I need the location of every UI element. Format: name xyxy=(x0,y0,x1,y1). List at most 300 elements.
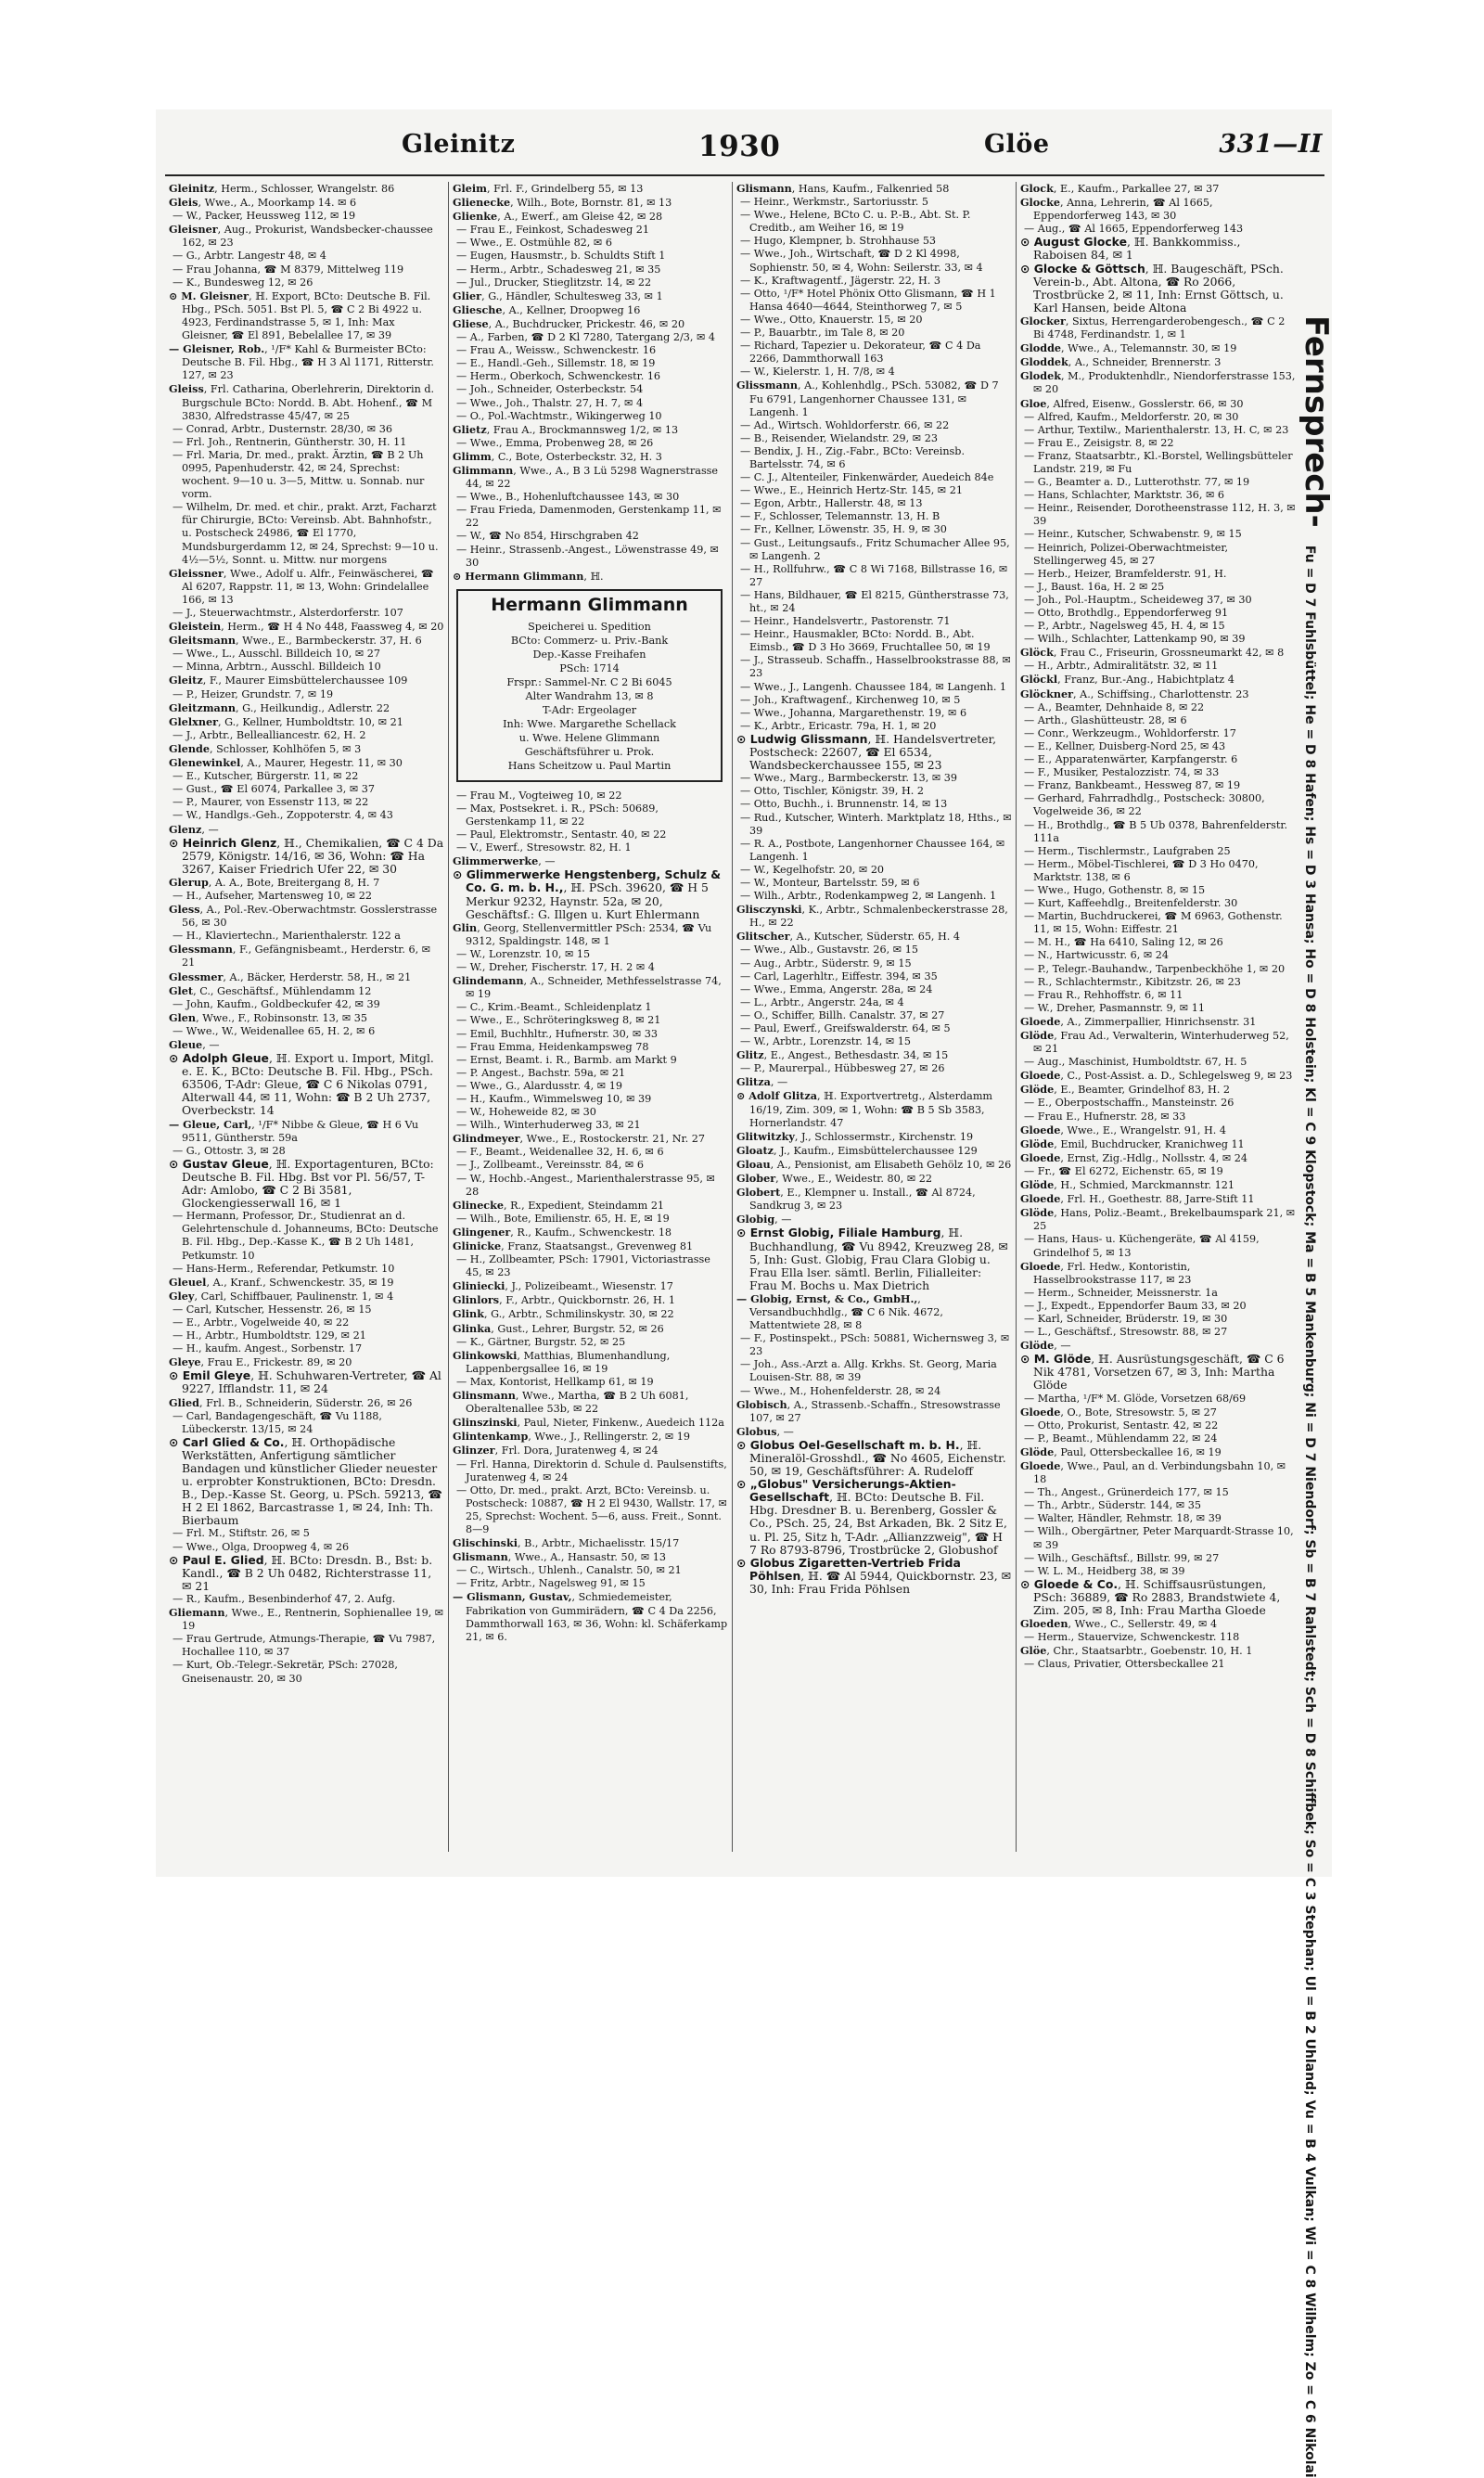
directory-entry: Glöde, E., Beamter, Grindelhof 83, H. 2 xyxy=(1020,1083,1231,1097)
entry-details: Gust., Lehrer, Burgstr. 52, ✉ 26 xyxy=(497,1322,664,1335)
directory-sub-entry: — W., Hoheweide 82, ✉ 30 xyxy=(456,1106,596,1119)
entry-details: ℍ. xyxy=(590,570,604,583)
entry-details: Frau Ad., Verwalterin, Winterhuderweg 52, ✉ 21 xyxy=(1033,1030,1289,1056)
entry-name: ⊙ Ludwig Glissmann xyxy=(736,731,868,746)
header-rule xyxy=(165,174,1324,176)
directory-sub-entry: — Wwe., E., Schröteringksweg 8, ✉ 21 xyxy=(456,1014,661,1027)
entry-name: Gloede xyxy=(1020,1150,1061,1164)
directory-sub-entry: — Wwe., Otto, Knauerstr. 15, ✉ 20 xyxy=(740,313,923,326)
directory-sub-entry: — Eugen, Hausmstr., b. Schuldts Stift 1 xyxy=(456,250,666,263)
entry-name: Gleinitz xyxy=(169,182,215,195)
directory-entry: Glocke, Anna, Lehrerin, ☎ Al 1665, Eppendorferweg 143, ✉ 30 xyxy=(1020,196,1213,223)
entry-name: ⊙ Glimmerwerke Hengstenberg, Schulz & Co. G. m. b. H., xyxy=(453,867,722,895)
entry-name: Glinszinski xyxy=(453,1416,518,1430)
advertisement-title: Hermann Glimmann xyxy=(491,594,688,615)
entry-name: Gleitz xyxy=(169,674,203,687)
column-1 xyxy=(165,182,449,1852)
directory-entry: Glober, Wwe., E., Weidestr. 80, ✉ 22 xyxy=(736,1172,932,1186)
entry-name: ⊙ Ernst Globig, Filiale Hamburg xyxy=(736,1226,941,1240)
entry-name: Glinkowski xyxy=(453,1348,518,1362)
directory-sub-entry: — Wilh., Bote, Emilienstr. 65, H. E, ✉ 19 xyxy=(456,1212,670,1225)
directory-entry: Glöckl, Franz, Bur.-Ang., Habichtplatz 4 xyxy=(1020,673,1235,687)
directory-sub-entry: — J., Baust. 16a, H. 2 ✉ 25 xyxy=(1024,580,1165,593)
entry-name: ⊙ August Glocke xyxy=(1020,235,1127,250)
advertisement-line: Geschäftsführer u. Prok. xyxy=(524,745,655,758)
entry-details: K., Arbtr., Schmalenbeckerstrasse 28, H., ✉ 22 xyxy=(749,904,1008,930)
directory-entry: Glessmann, F., Gefängnisbeamt., Herderstr. 6, ✉ 21 xyxy=(169,943,431,969)
business-entry: ⊙ Carl Glied & Co., ℍ. Orthopädische Werkstätten, Anfertigung sämtlicher Bandagen und künstlicher Glieder neuester u. erprobter Konstruktionen, BCto: Dresdn. B., Dep.-Kasse St. Georg, u. PSch. 59213, ☎ H 2 El 1862, Barcastrasse 1, ✉ 24, Inh: Th. Bierbaum xyxy=(169,1434,442,1528)
page-header xyxy=(156,130,1332,167)
entry-name: Glöckner xyxy=(1020,687,1073,700)
directory-sub-entry: — Wwe., Alb., Gustavstr. 26, ✉ 15 xyxy=(740,944,918,957)
directory-entry: Glinlors, F., Arbtr., Quickbornstr. 26, H. 1 xyxy=(453,1293,676,1307)
directory-entry: Gleuel, A., Kranf., Schwenckestr. 35, ✉ 19 xyxy=(169,1275,394,1289)
directory-sub-entry: — W., Kegelhofstr. 20, ✉ 20 xyxy=(740,863,885,876)
entry-name: Glier xyxy=(453,289,482,302)
directory-sub-entry: — G., Beamter a. D., Lutterothstr. 77, ✉ 19 xyxy=(1024,476,1250,489)
entry-details: Wwe., Paul, an d. Verbindungsbahn 10, ✉ 18 xyxy=(1033,1460,1286,1486)
entry-details: Emil, Buchdrucker, Kranichweg 11 xyxy=(1060,1137,1245,1150)
entry-name: Glischinski xyxy=(453,1536,518,1550)
directory-entry: — Globig, Ernst, & Co., GmbH.,, Versandbuchhdlg., ☎ C 6 Nik. 4672, Mattentwiete 28, ✉ 8 xyxy=(736,1291,943,1332)
directory-sub-entry: — Kurt, Ob.-Telegr.-Sekretär, PSch: 27028, Gneisenaustr. 20, ✉ 30 xyxy=(173,1659,398,1685)
directory-entry: — Gleisner, Rob., ¹/F* Kahl & Burmeister BCto: Deutsche B. Fil. Hbg., ☎ H 3 Al 1171, Ritterstr. 127, ✉ 23 xyxy=(169,342,434,382)
entry-name: Glock xyxy=(1020,182,1054,195)
directory-sub-entry: — Frau Gertrude, Atmungs-Therapie, ☎ Vu 7987, Hochallee 110, ✉ 37 xyxy=(173,1633,436,1659)
directory-sub-entry: — Aug., ☎ Al 1665, Eppendorferweg 143 xyxy=(1024,223,1244,236)
directory-sub-entry: — H., kaufm. Angest., Sorbenstr. 17 xyxy=(173,1342,363,1355)
directory-sub-entry: — Wwe., Helene, BCto C. u. P.-B., Abt. St. P. Creditb., am Weiher 16, ✉ 19 xyxy=(740,209,971,235)
directory-entry: Glitwitzky, J., Schlossermstr., Kirchenstr. 19 xyxy=(736,1129,974,1143)
directory-sub-entry: — Wwe., E., Heinrich Hertz-Str. 145, ✉ 21 xyxy=(740,484,963,497)
entry-details: A., Bäcker, Herderstr. 58, H., ✉ 21 xyxy=(229,970,412,983)
entry-details: G., Heilkundig., Adlerstr. 22 xyxy=(242,701,390,714)
directory-sub-entry: — Hermann, Professor, Dr., Studienrat an d. Gelehrtenschule d. Johanneums, BCto: Deutsche B. Fil. Hbg., Dep.-Kasse K., ☎ B 2 Uh 1481, Petkumstr. 10 xyxy=(173,1210,439,1262)
directory-sub-entry: — P., Bauarbtr., im Tale 8, ✉ 20 xyxy=(740,327,905,340)
directory-sub-entry: — Carl, Bandagengeschäft, ☎ Vu 1188, Lübeckerstr. 13/15, ✉ 24 xyxy=(173,1409,382,1435)
directory-sub-entry: — Wilhelm, Dr. med. et chir., prakt. Arzt, Facharzt für Chirurgie, BCto: Vereinsb. Abt. Bahnhofstr., u. Postscheck 24986, ☎ El 1770, Mundsburgerdamm 12, ✉ 24, Sprechst: 9—10 u. 4½—5½, Sonnt. u. Mittw. nur morgens xyxy=(173,501,439,566)
entry-details: Frl. Dora, Juratenweg 4, ✉ 24 xyxy=(501,1444,659,1457)
directory-entry: Glimmann, Wwe., A., B 3 Lü 5298 Wagnerstrasse 44, ✉ 22 xyxy=(453,463,719,491)
directory-sub-entry: — Paul, Elektromstr., Sentastr. 40, ✉ 22 xyxy=(456,828,667,841)
entry-name: Gless xyxy=(169,903,200,917)
business-entry: ⊙ Gloede & Co., ℍ. Schiffsausrüstungen, PSch: 36889, ☎ Ro 2883, Brandstwiete 4, Zim. 205, ✉ 8, Inh: Frau Martha Gloede xyxy=(1020,1576,1281,1618)
directory-sub-entry: — Hans, Haus- u. Küchengeräte, ☎ Al 4159, Grindelhof 5, ✉ 13 xyxy=(1024,1233,1260,1259)
directory-sub-entry: — F., Beamt., Weidenallee 32, H. 6, ✉ 6 xyxy=(456,1146,664,1159)
directory-entry: Gloede, Frl. H., Goethestr. 88, Jarre-Stift 11 xyxy=(1020,1192,1255,1206)
entry-details: Matthias, Blumenhandlung, Lappenbergsallee 16, ✉ 19 xyxy=(466,1349,671,1375)
directory-sub-entry: — Otto, Prokurist, Sentastr. 42, ✉ 22 xyxy=(1024,1419,1219,1432)
entry-name: ⊙ Gustav Gleue xyxy=(169,1156,269,1171)
directory-sub-entry: — E., Oberpostschaffn., Mansteinstr. 26 xyxy=(1024,1097,1235,1110)
entry-name: Glöde xyxy=(1020,1083,1055,1097)
advertisement-line: Hans Scheitzow u. Paul Martin xyxy=(507,759,672,772)
entry-name: Gley xyxy=(169,1289,195,1303)
directory-sub-entry: — W., Packer, Heussweg 112, ✉ 19 xyxy=(173,210,356,223)
entry-name: ⊙ Gloede & Co. xyxy=(1020,1576,1119,1591)
entry-name: ⊙ Globus Zigaretten-Vertrieb Frida Pöhlsen xyxy=(736,1555,961,1583)
entry-details: F., Gefängnisbeamt., Herderstr. 6, ✉ 21 xyxy=(182,944,431,969)
directory-sub-entry: — Martin, Buchdruckerei, ☎ M 6963, Gothenstr. 11, ✉ 15, Wohn: Eiffestr. 21 xyxy=(1024,910,1283,936)
directory-sub-entry: — J., Strasseub. Schaffn., Hasselbrookstrasse 88, ✉ 23 xyxy=(740,654,1011,680)
entry-name: Gloede xyxy=(1020,1014,1061,1028)
directory-entry: Gloe, Alfred, Eisenw., Gosslerstr. 66, ✉ 30 xyxy=(1020,396,1244,410)
entry-details: E., Angest., Bethesdastr. 34, ✉ 15 xyxy=(770,1049,949,1062)
entry-name: Glinsmann xyxy=(453,1389,516,1403)
directory-sub-entry: — Wilh., Geschäftsf., Billstr. 99, ✉ 27 xyxy=(1024,1551,1220,1564)
entry-name: Gloede xyxy=(1020,1069,1061,1083)
directory-sub-entry: — J., Arbtr., Bellealliancestr. 62, H. 2 xyxy=(173,728,366,741)
directory-sub-entry: — Wwe., Johanna, Margarethenstr. 19, ✉ 6 xyxy=(740,706,967,719)
directory-entry: Gloatz, J., Kaufm., Eimsbüttelerchaussee 129 xyxy=(736,1143,978,1157)
entry-details: Wwe., F., Robinsonstr. 13, ✉ 35 xyxy=(202,1011,368,1024)
directory-entry: Glöde, — xyxy=(1020,1339,1071,1353)
directory-sub-entry: — Hugo, Klempner, b. Strohhause 53 xyxy=(740,235,937,248)
directory-sub-entry: — Herb., Heizer, Bramfelderstr. 91, H. xyxy=(1024,567,1227,580)
directory-sub-entry: — Wwe., Emma, Angerstr. 28a, ✉ 24 xyxy=(740,982,933,995)
directory-entry: Glöe, Chr., Staatsarbtr., Goebenstr. 10, H. 1 xyxy=(1020,1644,1253,1658)
directory-sub-entry: — Hans-Herm., Referendar, Petkumstr. 10 xyxy=(173,1262,395,1275)
entry-name: — Glismann, Gustav, xyxy=(453,1590,572,1604)
directory-entry: Glende, Schlosser, Kohlhöfen 5, ✉ 3 xyxy=(169,741,362,755)
entry-details: ℍ. Export u. Import, Mitgl. e. E. K., BCto: Deutsche B. Fil. Hbg., PSch. 63506, T-Adr: Gleue, ☎ C 6 Nikolas 0791, Alterwall 44, ✉ 11, Wohn: ☎ B 2 Uh 2737, Overbeckstr. 14 xyxy=(182,1051,434,1118)
entry-name: Glöde xyxy=(1020,1178,1055,1192)
directory-entry: Glitscher, A., Kutscher, Süderstr. 65, H. 4 xyxy=(736,930,961,944)
column-3 xyxy=(733,182,1017,1852)
business-entry: ⊙ Glimmerwerke Hengstenberg, Schulz & Co. G. m. b. H.,, ℍ. PSch. 39620, ☎ H 5 Merkur 9232, Haynstr. 52a, ✉ 20, Geschäftsf.: G. Illgen u. Kurt Ehlermann xyxy=(453,867,722,921)
directory-sub-entry: — Paul, Ewerf., Greifswalderstr. 64, ✉ 5 xyxy=(740,1022,951,1034)
directory-entry: Glitz, E., Angest., Bethesdastr. 34, ✉ 15 xyxy=(736,1048,949,1062)
entry-name: Glitwitzky xyxy=(736,1129,795,1143)
entry-name: Gleissner xyxy=(169,566,224,580)
directory-sub-entry: — Frau Frieda, Damenmoden, Gerstenkamp 11, ✉ 22 xyxy=(456,504,722,530)
directory-entry: Glöck, Frau C., Friseurin, Grossneumarkt 42, ✉ 8 xyxy=(1020,646,1285,660)
entry-details: ℍ. Bankkommiss., Raboisen 84, ✉ 1 xyxy=(1033,235,1241,263)
directory-entry: ⊙ M. Gleisner, ℍ. Export, BCto: Deutsche B. Fil. Hbg., PSch. 5051. Bst Pl. 5, ☎ C 2 Bi 4922 u. 4923, Ferdinandstrasse 5, ✉ 1, Inh: Max Gleisner, ☎ El 891, Bebelallee 17, ✉ 39 xyxy=(169,289,431,342)
advertisement-line: Frspr.: Sammel-Nr. C 2 Bi 6045 xyxy=(506,675,672,688)
directory-sub-entry: — H., Klaviertechn., Marienthalerstr. 122 a xyxy=(173,930,401,943)
advertisement-box xyxy=(456,589,723,782)
directory-sub-entry: — Ernst, Beamt. i. R., Barmb. am Markt 9 xyxy=(456,1053,677,1066)
directory-sub-entry: — C., Krim.-Beamt., Schleidenplatz 1 xyxy=(456,1001,652,1014)
directory-entry: Glin, Georg, Stellenvermittler PSch: 2534, ☎ Vu 9312, Spaldingstr. 148, ✉ 1 xyxy=(453,920,712,947)
entry-details: ℍ. Schiffsausrüstungen, PSch: 36889, ☎ Ro 2883, Brandstwiete 4, Zim. 205, ✉ 8, Inh: Frau Martha Gloede xyxy=(1033,1576,1281,1618)
directory-sub-entry: — Max, Postsekret. i. R., PSch: 50689, Gerstenkamp 11, ✉ 22 xyxy=(456,802,659,828)
entry-details: ℍ. Baugeschäft, PSch. Verein-b., Abt. Altona, ☎ Ro 2066, Trostbrücke 2, ✉ 11, Inh: Ernst Göttsch, u. Karl Hansen, beide Altona xyxy=(1033,261,1284,315)
directory-entry: Glinsmann, Wwe., Martha, ☎ B 2 Uh 6081, Oberaltenallee 53b, ✉ 22 xyxy=(453,1389,689,1416)
directory-entry: Gleitzmann, G., Heilkundig., Adlerstr. 22 xyxy=(169,700,390,714)
directory-entry: Glenewinkel, A., Maurer, Hegestr. 11, ✉ 30 xyxy=(169,756,403,770)
directory-sub-entry: — Herm., Oberkoch, Schwenckestr. 16 xyxy=(456,370,661,383)
directory-sub-entry: — J., Expedt., Eppendorfer Baum 33, ✉ 20 xyxy=(1024,1299,1247,1312)
directory-sub-entry: — V., Ewerf., Stresowstr. 82, H. 1 xyxy=(456,841,632,854)
entry-details: ℍ. PSch. 39620, ☎ H 5 Merkur 9232, Haynstr. 52a, ✉ 20, Geschäftsf.: G. Illgen u. Kurt Ehlermann xyxy=(466,880,709,921)
directory-sub-entry: — Frau R., Rehhoffstr. 6, ✉ 11 xyxy=(1024,988,1183,1001)
directory-entry: ⊙ Hermann Glimmann, ℍ. xyxy=(453,569,604,583)
directory-sub-entry: — Carl, Kutscher, Hessenstr. 26, ✉ 15 xyxy=(173,1303,372,1316)
entry-name: Glinzer xyxy=(453,1444,495,1457)
directory-entry: Glinicke, Franz, Staatsangst., Grevenweg 81 xyxy=(453,1239,694,1252)
directory-sub-entry: — Martha, ¹/F* M. Glöde, Vorsetzen 68/69 xyxy=(1024,1392,1247,1405)
entry-name: — Gleue, Carl, xyxy=(169,1117,252,1131)
directory-entry: Gliniecki, J., Polizeibeamt., Wiesenstr. 17 xyxy=(453,1279,673,1293)
entry-name: Globisch xyxy=(736,1397,787,1411)
directory-entry: Globig, — xyxy=(736,1213,792,1226)
directory-sub-entry: — Wwe., J., Langenh. Chaussee 184, ✉ Langenh. 1 xyxy=(740,680,1007,693)
directory-sub-entry: — Richard, Tapezier u. Dekorateur, ☎ C 4 Da 2266, Dammthorwall 163 xyxy=(740,340,981,366)
directory-sub-entry: — Aug., Arbtr., Süderstr. 9, ✉ 15 xyxy=(740,957,912,969)
directory-sub-entry: — Frl. Maria, Dr. med., prakt. Ärztin, ☎ B 2 Uh 0995, Papenhuderstr. 42, ✉ 24, Sprechst: wochent. 9—10 u. 3—5, Mittw. u. Sonnab. nur vorm. xyxy=(173,448,425,501)
entry-details: G., Arbtr., Schmilinskystr. 30, ✉ 22 xyxy=(491,1308,674,1321)
directory-sub-entry: — F., Musiker, Pestalozzistr. 74, ✉ 33 xyxy=(1024,766,1220,779)
directory-sub-entry: — W. L. M., Heidberg 38, ✉ 39 xyxy=(1024,1564,1185,1577)
entry-details: Wilh., Bote, Bornstr. 81, ✉ 13 xyxy=(517,197,672,210)
business-entry: ⊙ M. Glöde, ℍ. Ausrüstungsgeschäft, ☎ C 6 Nik 4781, Vorsetzen 67, ✉ 3, Inh: Martha Glöde xyxy=(1020,1352,1285,1393)
directory-entry: — Glismann, Gustav,, Schmiedemeister, Fabrikation von Gummirädern, ☎ C 4 Da 2256, Dammthorwall 163, ✉ 36, Wohn: kl. Schäferkamp 21, ✉ 6. xyxy=(453,1590,728,1643)
directory-sub-entry: — J., Zollbeamt., Vereinsstr. 84, ✉ 6 xyxy=(456,1159,644,1172)
advertisement-line: u. Wwe. Helene Glimmann xyxy=(518,731,660,744)
entry-name: ⊙ Paul E. Glied xyxy=(169,1552,264,1567)
entry-details: R., Expedient, Steindamm 21 xyxy=(510,1199,665,1212)
directory-entry: Glenz, — xyxy=(169,822,219,836)
directory-entry: Glisczynski, K., Arbtr., Schmalenbeckerstrasse 28, H., ✉ 22 xyxy=(736,903,1008,930)
entry-details: Wwe., E., Wrangelstr. 91, H. 4 xyxy=(1067,1123,1227,1136)
directory-entry: Glen, Wwe., F., Robinsonstr. 13, ✉ 35 xyxy=(169,1010,368,1024)
entry-name: Glissmann xyxy=(736,379,799,392)
entry-details: Versandbuchhdlg., ☎ C 6 Nik. 4672, Mattentwiete 28, ✉ 8 xyxy=(749,1305,943,1332)
advertisement-line: PSch: 1714 xyxy=(559,661,620,674)
entry-details: ℍ., Chemikalien, ☎ C 4 Da 2579, Königstr. 14/16, ✉ 36, Wohn: ☎ Ha 3267, Kaiser Friedrich Ufer 22, ✉ 30 xyxy=(182,835,444,876)
entry-name: ⊙ Glocke & Göttsch xyxy=(1020,261,1145,276)
directory-sub-entry: — Jul., Drucker, Stieglitzstr. 14, ✉ 22 xyxy=(456,276,652,289)
header-last-name: Glöe xyxy=(984,130,1050,159)
entry-name: Glöde xyxy=(1020,1206,1055,1220)
directory-entry: Gloede, O., Bote, Stresowstr. 5, ✉ 27 xyxy=(1020,1405,1217,1419)
advertisement-line: Dep.-Kasse Freihafen xyxy=(532,648,646,661)
directory-sub-entry: — Wwe., E. Ostmühle 82, ✉ 6 xyxy=(456,237,612,250)
directory-sub-entry: — Th., Arbtr., Süderstr. 144, ✉ 35 xyxy=(1024,1499,1202,1512)
directory-sub-entry: — E., Handl.-Geh., Sillemstr. 18, ✉ 19 xyxy=(456,357,656,370)
entry-details: Ernst, Zig.-Hdlg., Nollsstr. 4, ✉ 24 xyxy=(1067,1151,1247,1164)
entry-details: — xyxy=(208,823,219,836)
entry-name: Glingener xyxy=(453,1225,511,1239)
directory-entry: Glismann, Hans, Kaufm., Falkenried 58 xyxy=(736,182,950,195)
entry-details: Wwe., A., Hansastr. 50, ✉ 13 xyxy=(514,1551,666,1564)
entry-details: F., Maurer Eimsbüttelerchaussee 109 xyxy=(209,674,408,687)
entry-name: ⊙ Hermann Glimmann xyxy=(453,569,584,583)
entry-name: Gloatz xyxy=(736,1143,774,1157)
directory-sub-entry: — Conr., Werkzeugm., Wohldorferstr. 17 xyxy=(1024,726,1236,739)
directory-entry: Glitza, — xyxy=(736,1075,788,1089)
entry-details: Schmiedemeister, Fabrikation von Gummirädern, ☎ C 4 Da 2256, Dammthorwall 163, ✉ 36, Wohn: kl. Schäferkamp 21, ✉ 6. xyxy=(466,1591,728,1643)
directory-sub-entry: — P., Beamt., Mühlendamm 22, ✉ 24 xyxy=(1024,1432,1218,1444)
entry-name: Glinicke xyxy=(453,1239,502,1252)
directory-entry: Gloede, Frl. Hedw., Kontoristin, Hasselbrookstrasse 117, ✉ 23 xyxy=(1020,1259,1192,1286)
directory-sub-entry: — Max, Kontorist, Hellkamp 61, ✉ 19 xyxy=(456,1375,654,1388)
directory-sub-entry: — L., Geschäftsf., Stresowstr. 88, ✉ 27 xyxy=(1024,1326,1228,1339)
entry-name: Gleiss xyxy=(169,382,204,396)
directory-sub-entry: — Joh., Ass.-Arzt a. Allg. Krkhs. St. Georg, Maria Louisen-Str. 88, ✉ 39 xyxy=(740,1358,997,1384)
business-entry: ⊙ August Glocke, ℍ. Bankkommiss., Raboisen 84, ✉ 1 xyxy=(1020,235,1241,263)
directory-sub-entry: — O., Pol.-Wachtmstr., Wikingerweg 10 xyxy=(456,409,662,422)
entry-name: Gliese xyxy=(453,316,489,330)
directory-sub-entry: — P., Heizer, Grundstr. 7, ✉ 19 xyxy=(173,687,334,700)
entry-details: A., Buchdrucker, Prickestr. 46, ✉ 20 xyxy=(494,317,685,330)
directory-entry: Glinzer, Frl. Dora, Juratenweg 4, ✉ 24 xyxy=(453,1444,659,1457)
entry-details: Frau A., Brockmannsweg 1/2, ✉ 13 xyxy=(493,423,679,436)
entry-name: Glismann xyxy=(453,1550,508,1564)
entry-name: — Gleisner, Rob. xyxy=(169,342,265,356)
directory-entry: Gloede, A., Zimmerpallier, Hinrichsenstr. 31 xyxy=(1020,1014,1257,1028)
entry-details: O., Bote, Stresowstr. 5, ✉ 27 xyxy=(1067,1406,1217,1419)
entry-name: Glimm xyxy=(453,449,492,463)
directory-sub-entry: — W., Handlgs.-Geh., Zoppoterstr. 4, ✉ 43 xyxy=(173,809,393,822)
directory-sub-entry: — P., Arbtr., Nagelsweg 45, H. 4, ✉ 15 xyxy=(1024,620,1225,633)
directory-entry: Gleisner, Aug., Prokurist, Wandsbecker-chaussee 162, ✉ 23 xyxy=(169,223,433,250)
entry-name: Glöde xyxy=(1020,1444,1055,1458)
directory-sub-entry: — B., Reisender, Wielandstr. 29, ✉ 23 xyxy=(740,431,938,444)
entry-name: Glin xyxy=(453,920,478,934)
entry-name: — Globig, Ernst, & Co., GmbH., xyxy=(736,1291,918,1305)
directory-sub-entry: — C. J., Altenteiler, Finkenwärder, Auedeich 84e xyxy=(740,471,994,484)
header-first-name: Gleinitz xyxy=(402,130,516,159)
entry-details: A., Strassenb.-Schaffn., Stresowstrasse 107, ✉ 27 xyxy=(749,1398,1001,1424)
directory-entry: Globus, — xyxy=(736,1424,794,1438)
entry-details: Hans, Poliz.-Beamt., Brekelbaumspark 21, ✉ 25 xyxy=(1033,1207,1296,1233)
entry-name: Glöde xyxy=(1020,1339,1055,1353)
entry-name: Gliesche xyxy=(453,302,503,316)
directory-entry: Glintenkamp, Wwe., J., Rellingerstr. 2, ✉ 19 xyxy=(453,1430,691,1444)
entry-details: Wwe., A., B 3 Lü 5298 Wagnerstrasse 44, ✉ 22 xyxy=(466,464,719,491)
directory-sub-entry: — Otto, Buchh., i. Brunnenstr. 14, ✉ 13 xyxy=(740,798,948,811)
telephone-sidebar xyxy=(1294,315,1335,2478)
directory-entry: Glietz, Frau A., Brockmannsweg 1/2, ✉ 13 xyxy=(453,422,679,436)
entry-name: Gloddek xyxy=(1020,355,1068,369)
directory-sub-entry: — L., Arbtr., Angerstr. 24a, ✉ 4 xyxy=(740,995,904,1008)
entry-details: ℍ. ☎ Al 5944, Quickbornstr. 23, ✉ 30, Inh: Frau Frida Pöhlsen xyxy=(749,1568,1012,1596)
entry-name: Glinecke xyxy=(453,1198,504,1212)
entry-name: Gloeden xyxy=(1020,1617,1068,1631)
directory-sub-entry: — Fr., ☎ El 6272, Eichenstr. 65, ✉ 19 xyxy=(1024,1164,1223,1177)
entry-name: Gloau xyxy=(736,1157,771,1171)
directory-sub-entry: — Heinr., Hausmakler, BCto: Nordd. B., Abt. Eimsb., ☎ D 3 Ho 3669, Fruchtallee 50, ✉ 19 xyxy=(740,628,991,654)
directory-sub-entry: — Wwe., M., Hohenfelderstr. 28, ✉ 24 xyxy=(740,1384,941,1397)
directory-sub-entry: — Fritz, Arbtr., Nagelsweg 91, ✉ 15 xyxy=(456,1577,646,1590)
entry-details: A., Kutscher, Süderstr. 65, H. 4 xyxy=(796,931,961,944)
directory-sub-entry: — K., Arbtr., Ericastr. 79a, H. 1, ✉ 20 xyxy=(740,719,937,732)
directory-sub-entry: — W., Dreher, Fischerstr. 17, H. 2 ✉ 4 xyxy=(456,961,655,974)
column-4 xyxy=(1017,182,1300,1852)
entry-details: J., Schlossermstr., Kirchenstr. 19 xyxy=(801,1130,974,1143)
entry-details: Franz, Bur.-Ang., Habichtplatz 4 xyxy=(1064,674,1235,687)
directory-sub-entry: — Frau Johanna, ☎ M 8379, Mittelweg 119 xyxy=(173,263,404,276)
entry-details: Frl. Catharina, Oberlehrerin, Direktorin d. Burgschule BCto: Nordd. B. Abt. Hohenf., ☎ M 3830, Alfredstrasse 45/47, ✉ 25 xyxy=(182,383,435,422)
directory-entry: Glinkowski, Matthias, Blumenhandlung, Lappenbergsallee 16, ✉ 19 xyxy=(453,1348,671,1375)
entry-name: Glitscher xyxy=(736,930,790,944)
entry-details: B., Arbtr., Michaelisstr. 15/17 xyxy=(524,1537,680,1550)
directory-sub-entry: — Wwe., W., Weidenallee 65, H. 2, ✉ 6 xyxy=(173,1024,376,1037)
directory-entry: Glimmerwerke, — xyxy=(453,854,556,868)
directory-entry: Glocker, Sixtus, Herrengarderobengesch., ☎ C 2 Bi 4748, Ferdinandstr. 1, ✉ 1 xyxy=(1020,314,1286,341)
directory-sub-entry: — J., Steuerwachtmstr., Alsterdorferstr. 107 xyxy=(173,607,403,619)
directory-sub-entry: — W., Arbtr., Lorenzstr. 14, ✉ 15 xyxy=(740,1035,912,1048)
entry-name: Glodde xyxy=(1020,341,1062,355)
entry-details: A., Kranf., Schwenckestr. 35, ✉ 19 xyxy=(212,1276,394,1289)
directory-sub-entry: — Otto, Dr. med., prakt. Arzt, BCto: Vereinsb. u. Postscheck: 10887, ☎ H 2 El 9430, Wallstr. 17, ✉ 25, Sprechst: Wochent. 5—6, auss. Freit., Sonnt. 8—9 xyxy=(456,1483,727,1535)
directory-entry: Gleis, Wwe., A., Moorkamp 14. ✉ 6 xyxy=(169,196,357,210)
entry-details: ℍ. Exportvertretg., Alsterdamm 16/19, Zim. 309, ✉ 1, Wohn: ☎ B 5 Sb 3583, Hornerlandstr. 47 xyxy=(749,1090,993,1129)
entry-details: ℍ. Handelsvertreter, Postscheck: 22607, ☎ El 6534, Wandsbeckerchaussee 155, ✉ 23 xyxy=(749,731,997,773)
entry-name: Glocke xyxy=(1020,196,1060,210)
entry-details: A., Pensionist, am Elisabeth Gehölz 10, ✉ 26 xyxy=(776,1158,1012,1171)
directory-sub-entry: — Herm., Schneider, Meissnerstr. 1a xyxy=(1024,1286,1218,1299)
directory-sub-entry: — H., Zollbeamter, PSch: 17901, Victoriastrasse 45, ✉ 23 xyxy=(456,1253,710,1279)
directory-entry: Glöde, Paul, Ottersbeckallee 16, ✉ 19 xyxy=(1020,1444,1222,1458)
entry-name: Gliemann xyxy=(169,1606,225,1620)
directory-sub-entry: — W., Dreher, Pasmannstr. 9, ✉ 11 xyxy=(1024,1001,1205,1014)
entry-details: Paul, Nieter, Finkenw., Auedeich 112a xyxy=(523,1417,724,1430)
header-year: 1930 xyxy=(698,130,781,163)
entry-details: A., Zimmerpallier, Hinrichsenstr. 31 xyxy=(1067,1015,1257,1028)
directory-sub-entry: — Heinr., Reisender, Dorotheenstrasse 112, H. 3, ✉ 39 xyxy=(1024,502,1296,528)
directory-sub-entry: — Frl. Hanna, Direktorin d. Schule d. Paulsenstifts, Juratenweg 4, ✉ 24 xyxy=(456,1457,727,1483)
directory-sub-entry: — Th., Angest., Grünerdeich 177, ✉ 15 xyxy=(1024,1486,1229,1499)
directory-page xyxy=(156,109,1332,1877)
directory-entry: Gley, Carl, Schiffbauer, Paulinenstr. 1, ✉ 4 xyxy=(169,1289,394,1303)
directory-sub-entry: — H., Kaufm., Wimmelsweg 10, ✉ 39 xyxy=(456,1092,652,1105)
directory-sub-entry: — Frau A., Weissw., Schwenckestr. 16 xyxy=(456,344,657,357)
directory-sub-entry: — G., Ottostr. 3, ✉ 28 xyxy=(173,1144,286,1157)
directory-sub-entry: — H., Arbtr., Humboldtstr. 129, ✉ 21 xyxy=(173,1329,366,1342)
directory-sub-entry: — Wwe., Hugo, Gothenstr. 8, ✉ 15 xyxy=(1024,883,1206,896)
entry-details: G., Händler, Schultesweg 33, ✉ 1 xyxy=(488,289,663,302)
business-entry: ⊙ Gustav Gleue, ℍ. Exportagenturen, BCto: Deutsche B. Fil. Hbg. Bst vor Pl. 56/57, T-Adr: Amlobo, ☎ C 2 Bi 3581, Glockengiesserwall 16, ✉ 1 xyxy=(169,1156,434,1211)
entry-name: Glen xyxy=(169,1010,197,1024)
entry-name: Gloede xyxy=(1020,1259,1061,1273)
directory-sub-entry: — John, Kaufm., Goldbeckufer 42, ✉ 39 xyxy=(173,997,380,1010)
directory-sub-entry: — P., Maurer, von Essenstr 113, ✉ 22 xyxy=(173,796,369,809)
directory-entry: Glindemann, A., Schneider, Methfesselstrasse 74, ✉ 19 xyxy=(453,974,722,1001)
entry-name: Gleisner xyxy=(169,223,218,237)
entry-name: Glitza xyxy=(736,1075,771,1089)
directory-entry: Glöde, Hans, Poliz.-Beamt., Brekelbaumspark 21, ✉ 25 xyxy=(1020,1206,1296,1233)
directory-sub-entry: — Emil, Buchhltr., Hufnerstr. 30, ✉ 33 xyxy=(456,1027,659,1040)
entry-name: Glessmann xyxy=(169,943,233,957)
directory-sub-entry: — Joh., Kraftwagenf., Kirchenweg 10, ✉ 5 xyxy=(740,693,961,706)
entry-details: — xyxy=(781,1213,792,1226)
entry-name: Glelxner xyxy=(169,714,218,728)
directory-sub-entry: — E., Kutscher, Bürgerstr. 11, ✉ 22 xyxy=(173,770,359,783)
entry-name: Glöck xyxy=(1020,646,1054,660)
directory-sub-entry: — A., Farben, ☎ D 2 Kl 7280, Tatergang 2/3, ✉ 4 xyxy=(456,331,716,344)
directory-sub-entry: — Wilh., Obergärtner, Peter Marquardt-Strasse 10, ✉ 39 xyxy=(1024,1525,1294,1551)
directory-entry: Glier, G., Händler, Schultesweg 33, ✉ 1 xyxy=(453,289,663,302)
entry-details: Georg, Stellenvermittler PSch: 2534, ☎ Vu 9312, Spaldingstr. 148, ✉ 1 xyxy=(466,921,712,947)
directory-sub-entry: — Otto, ¹/F* Hotel Phönix Otto Glismann, ☎ H 1 Hansa 4640—4644, Steinthorweg 7, ✉ 5 xyxy=(740,287,996,313)
directory-sub-entry: — Gust., ☎ El 6074, Parkallee 3, ✉ 37 xyxy=(173,783,376,796)
business-entry: ⊙ Adolph Gleue, ℍ. Export u. Import, Mitgl. e. E. K., BCto: Deutsche B. Fil. Hbg., PSch. 63506, T-Adr: Gleue, ☎ C 6 Nikolas 0791, Alterwall 44, ✉ 11, Wohn: ☎ B 2 Uh 2737, Overbeckstr. 14 xyxy=(169,1051,434,1118)
directory-sub-entry: — P., Maurerpal., Hübbesweg 27, ✉ 26 xyxy=(740,1062,945,1075)
directory-entry: Gless, A., Pol.-Rev.-Oberwachtmstr. Gosslerstrasse 56, ✉ 30 xyxy=(169,903,438,930)
entry-details: Chr., Staatsarbtr., Goebenstr. 10, H. 1 xyxy=(1053,1645,1253,1658)
advertisement-line: BCto: Commerz- u. Priv.-Bank xyxy=(510,634,669,647)
entry-name: Glienecke xyxy=(453,196,511,210)
entry-name: Glinlors xyxy=(453,1293,500,1307)
directory-sub-entry: — K., Gärtner, Burgstr. 52, ✉ 25 xyxy=(456,1335,626,1348)
directory-entry: Gloeden, Wwe., C., Sellerstr. 49, ✉ 4 xyxy=(1020,1617,1218,1631)
directory-sub-entry: — Fr., Kellner, Löwenstr. 35, H. 9, ✉ 30 xyxy=(740,523,947,536)
entry-details: A., Schneider, Methfesselstrasse 74, ✉ 19 xyxy=(466,975,722,1001)
